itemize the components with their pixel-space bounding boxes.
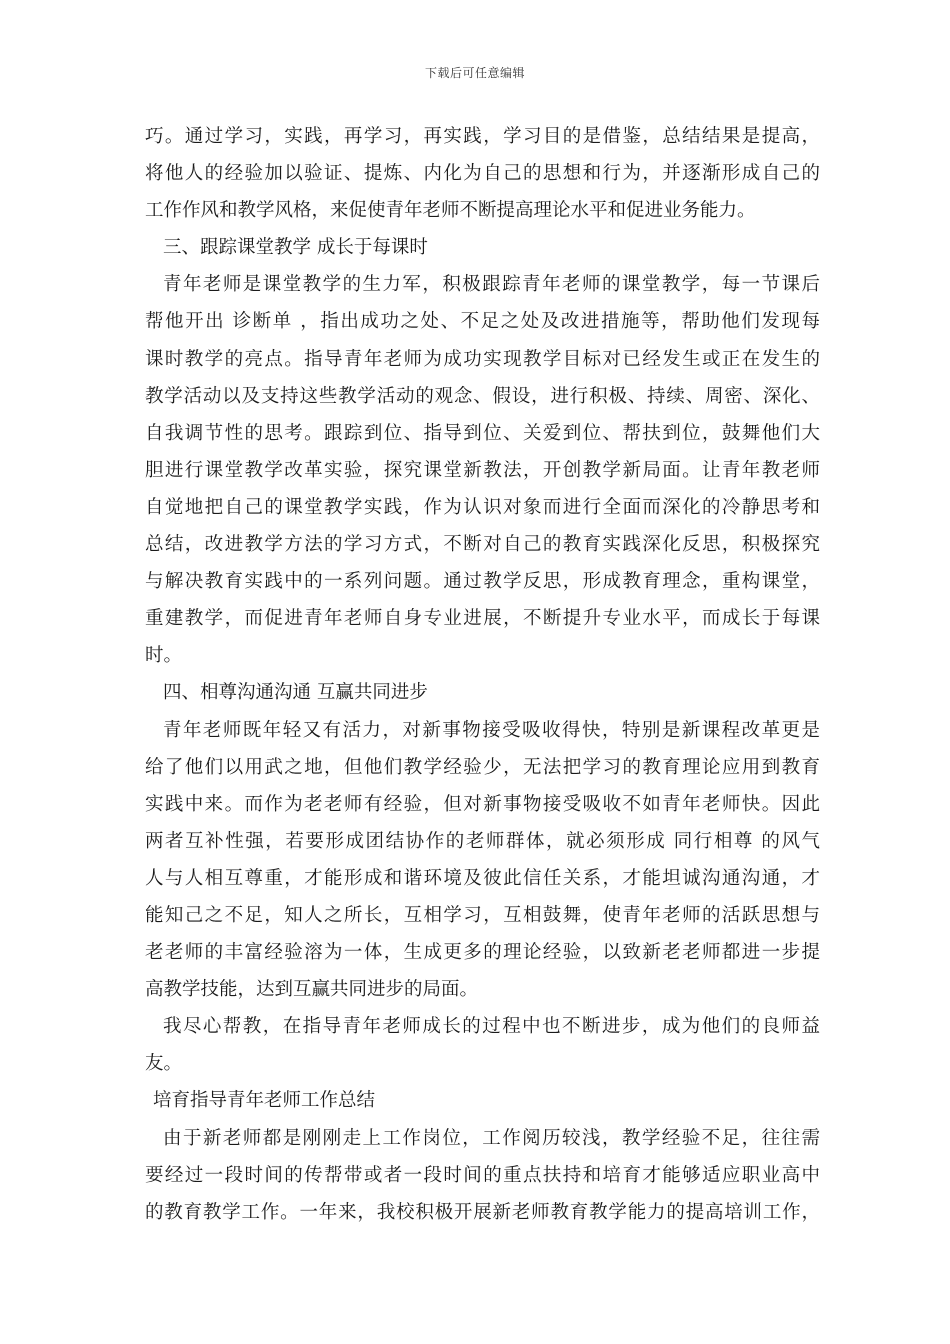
text-line: 老老师的丰富经验溶为一体，生成更多的理论经验，以致新老老师都进一步提 bbox=[145, 942, 820, 964]
text-line: 实践中来。而作为老老师有经验，但对新事物接受吸收不如青年老师快。因此 bbox=[145, 793, 820, 815]
text-line: 三、跟踪课堂教学 成长于每课时 bbox=[163, 237, 428, 259]
text-line: 将他人的经验加以验证、提炼、内化为自己的思想和行为，并逐渐形成自己的 bbox=[145, 163, 820, 185]
text-line: 自觉地把自己的课堂教学实践，作为认识对象而进行全面而深化的冷静思考和 bbox=[145, 496, 820, 518]
text-line: 我尽心帮教，在指导青年老师成长的过程中也不断进步，成为他们的良师益 bbox=[163, 1016, 820, 1038]
text-line: 两者互补性强，若要形成团结协作的老师群体，就必须形成 同行相尊 的风气 bbox=[145, 830, 820, 852]
text-line: 青年老师是课堂教学的生力军，积极跟踪青年老师的课堂教学，每一节课后 bbox=[163, 274, 820, 296]
text-line: 的教育教学工作。一年来，我校积极开展新老师教育教学能力的提高培训工作， bbox=[145, 1201, 820, 1223]
text-line: 青年老师既年轻又有活力，对新事物接受吸收得快，特别是新课程改革更是 bbox=[163, 719, 820, 741]
text-line: 工作作风和教学风格，来促使青年老师不断提高理论水平和促进业务能力。 bbox=[145, 200, 756, 222]
text-line: 自我调节性的思考。跟踪到位、指导到位、关爱到位、帮扶到位，鼓舞他们大 bbox=[145, 422, 820, 444]
text-line: 重建教学，而促进青年老师自身专业进展，不断提升专业水平，而成长于每课 bbox=[145, 608, 820, 630]
text-line: 由于新老师都是刚刚走上工作岗位，工作阅历较浅，教学经验不足，往往需 bbox=[163, 1127, 820, 1149]
text-line: 胆进行课堂教学改革实验，探究课堂新教法，开创教学新局面。让青年教老师 bbox=[145, 459, 820, 481]
text-line: 总结，改进教学方法的学习方式，不断对自己的教育实践深化反思，积极探究 bbox=[145, 534, 820, 556]
text-line: 与解决教育实践中的一系列问题。通过教学反思，形成教育理念，重构课堂， bbox=[145, 571, 820, 593]
text-line: 友。 bbox=[145, 1053, 183, 1075]
text-line: 培育指导青年老师工作总结 bbox=[153, 1090, 376, 1112]
text-line: 给了他们以用武之地，但他们教学经验少，无法把学习的教育理论应用到教育 bbox=[145, 756, 820, 778]
text-line: 要经过一段时间的传帮带或者一段时间的重点扶持和培育才能够适应职业高中 bbox=[145, 1164, 820, 1186]
page-header: 下载后可任意编辑 bbox=[424, 66, 525, 80]
text-line: 巧。通过学习，实践，再学习，再实践，学习目的是借鉴，总结结果是提高， bbox=[145, 126, 820, 147]
document-body bbox=[145, 118, 820, 1231]
text-line: 四、相尊沟通沟通 互赢共同进步 bbox=[163, 682, 428, 704]
text-line: 人与人相互尊重，才能形成和谐环境及彼此信任关系，才能坦诚沟通沟通，才 bbox=[145, 867, 820, 889]
text-line: 教学活动以及支持这些教学活动的观念、假设，进行积极、持续、周密、深化、 bbox=[145, 385, 820, 407]
text-line: 时。 bbox=[145, 645, 183, 667]
text-line: 能知己之不足，知人之所长，互相学习，互相鼓舞，使青年老师的活跃思想与 bbox=[145, 904, 820, 926]
text-line: 高教学技能，达到互赢共同进步的局面。 bbox=[145, 979, 479, 1001]
text-line: 帮他开出 诊断单 ，指出成功之处、不足之处及改进措施等，帮助他们发现每 bbox=[145, 311, 820, 333]
text-line: 课时教学的亮点。指导青年老师为成功实现教学目标对已经发生或正在发生的 bbox=[145, 348, 820, 370]
